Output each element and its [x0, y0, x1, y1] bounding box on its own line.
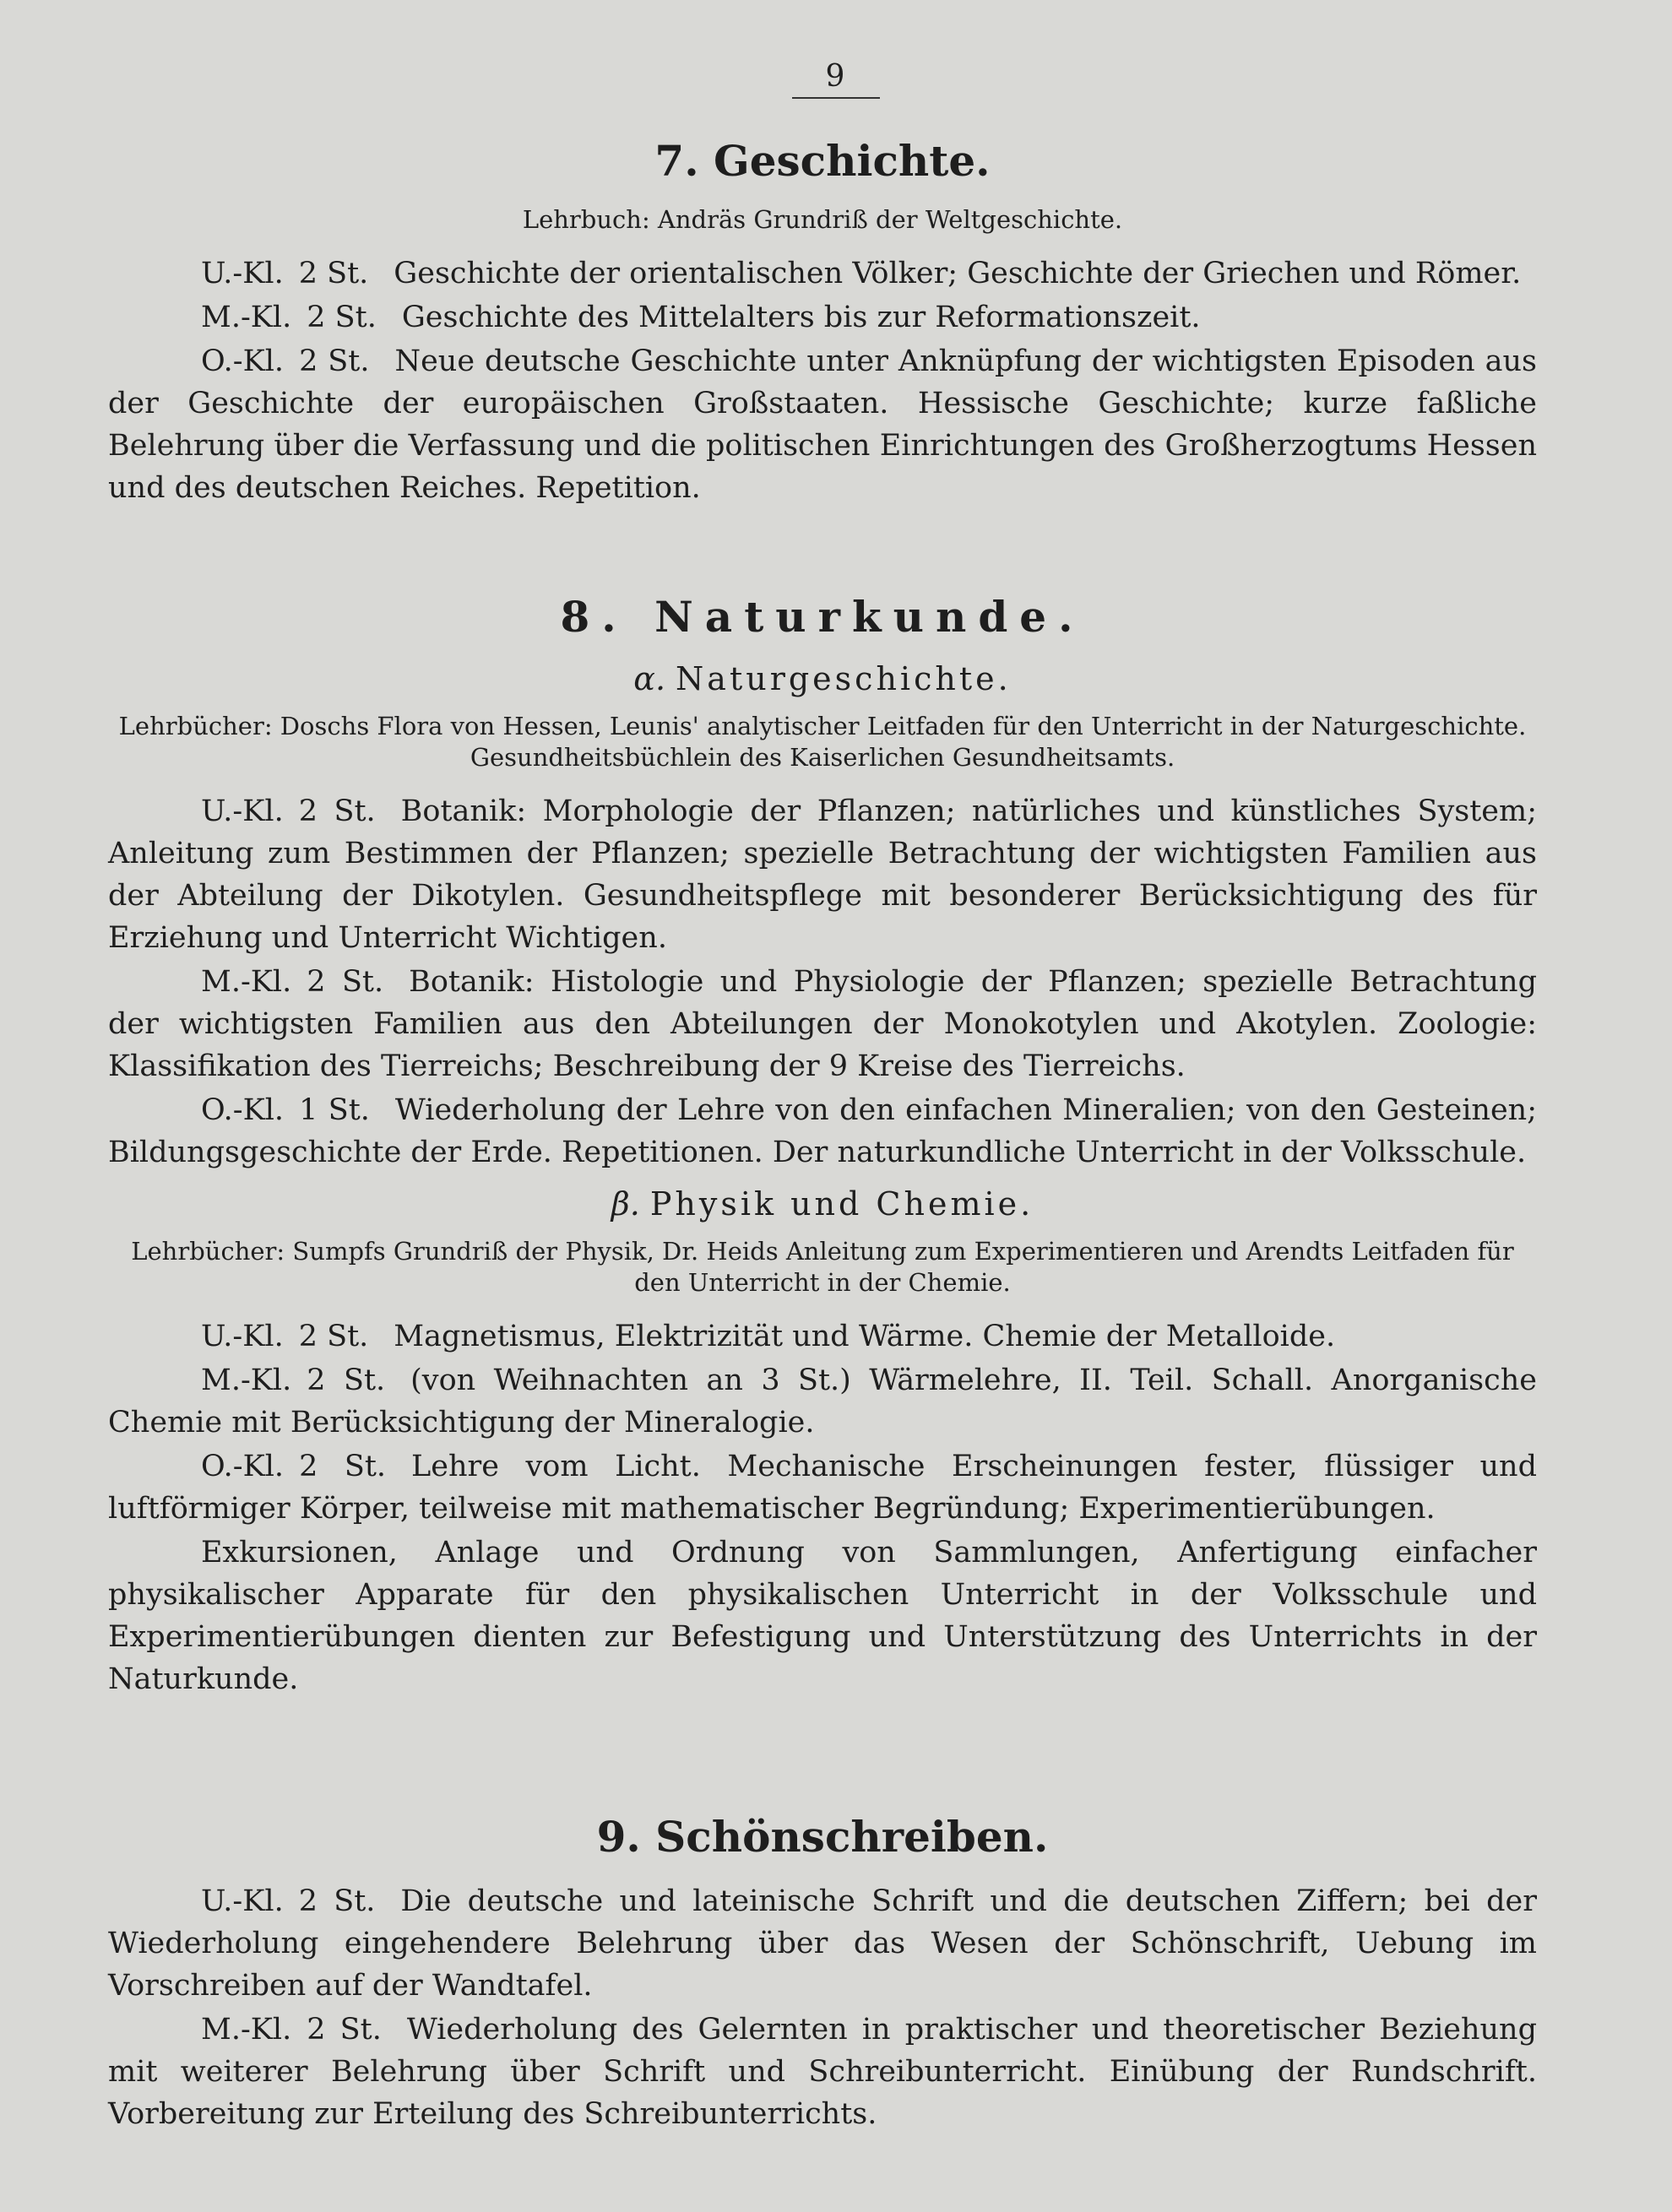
hours-label: 2 St.: [299, 1450, 387, 1483]
section-spacer: [108, 511, 1537, 592]
hours-label: 2 St.: [298, 1884, 376, 1918]
paragraph-physik-closing: Exkursionen, Anlage und Ordnung von Sammlungen, Anfertigung einfacher physikalischer Apparate für den physikalischen Unterricht in der Volksschule und Experimentierübungen dienten zur Befestigung und Unterstützung des Unterrichts in der Naturkunde.: [108, 1536, 1537, 1696]
class-label: U.-Kl.: [201, 257, 284, 290]
class-label: U.-Kl.: [201, 1884, 284, 1918]
entry-physik-u-kl: [108, 1315, 1537, 1358]
class-label: O.-Kl.: [201, 344, 285, 378]
entry-geschichte-u-kl: [108, 252, 1537, 295]
entry-text: Die deutsche und lateinische Schrift und die deutschen Ziffern; bei der Wiederholung eingehendere Belehrung über das Wesen der Schönschrift, Uebung im Vorschreiben auf der Wandtafel.: [108, 1884, 1538, 2003]
entry-schoenschreiben-u-kl: [108, 1880, 1537, 2007]
entry-text: Botanik: Histologie und Physiologie der Pflanzen; spezielle Betrachtung der wichtigsten Familien aus den Abteilungen der Monokotylen und Akotylen. Zoologie: Klassifikation des Tierreichs; Beschreibung der 9 Kreise des Tierreichs.: [108, 965, 1538, 1083]
entry-text: Botanik: Morphologie der Pflanzen; natürliches und künstliches System; Anleitung zum Bestimmen der Pflanzen; spezielle Betrachtung der wichtigsten Familien aus der Abteilung der Dikotylen. Gesundheitspflege mit besonderer Berücksichtigung des für Erziehung und Unterricht Wichtigen.: [108, 794, 1537, 955]
hours-label: 2 St.: [307, 2013, 382, 2047]
hours-label: 2 St.: [298, 1320, 369, 1353]
page-number: 9: [825, 59, 845, 94]
subsection-title-physik: [108, 1185, 1537, 1223]
entry-naturgeschichte-o-kl: [108, 1089, 1537, 1174]
entry-text: Wiederholung des Gelernten in praktischer und theoretischer Beziehung mit weiterer Belehrung über Schrift und Schreibunterricht. Einübung der Rundschrift. Vorbereitung zur Erteilung des Schreibunterrichts.: [108, 2013, 1538, 2131]
section-naturkunde: [108, 592, 1537, 1700]
hours-label: 2 St.: [307, 1364, 386, 1397]
textbook-naturgeschichte: Lehrbücher: Doschs Flora von Hessen, Leunis' analytischer Leitfaden für den Unterricht in der Naturgeschichte. Gesundheitsbüchlein des Kaiserlichen Gesundheitsamts.: [118, 712, 1527, 772]
hours-label: 2 St.: [307, 301, 377, 334]
entry-naturgeschichte-u-kl: [108, 790, 1537, 959]
subsection-spacer: [108, 1175, 1537, 1180]
page-number-rule: [792, 97, 880, 99]
subsection-marker-beta: β.: [611, 1185, 640, 1223]
entry-text: Neue deutsche Geschichte unter Anknüpfung der wichtigsten Episoden aus der Geschichte der europäischen Großstaaten. Hessische Geschichte; kurze faßliche Belehrung über die Verfassung und die politischen Einrichtungen des Großherzogtums Hessen und des deutschen Reiches. Repetition.: [108, 344, 1537, 505]
section-spacer: [108, 1702, 1537, 1812]
subsection-title-naturgeschichte: [108, 660, 1537, 697]
subsection-title-text: Naturgeschichte.: [676, 660, 1012, 697]
entry-text: Wiederholung der Lehre von den einfachen Mineralien; von den Gesteinen; Bildungsgeschichte der Erde. Repetitionen. Der naturkundliche Unterricht in der Volksschule.: [108, 1093, 1537, 1169]
section-schoenschreiben: [108, 1812, 1537, 2135]
section-title-geschichte: 7. Geschichte.: [654, 136, 991, 186]
entry-text: Geschichte der orientalischen Völker; Geschichte der Griechen und Römer.: [394, 257, 1522, 290]
class-label: O.-Kl.: [201, 1450, 285, 1483]
hours-label: 1 St.: [299, 1093, 370, 1127]
class-label: M.-Kl.: [201, 1364, 292, 1397]
hours-label: 2 St.: [298, 257, 369, 290]
entry-text: Magnetismus, Elektrizität und Wärme. Chemie der Metalloide.: [394, 1320, 1336, 1353]
entry-text: Geschichte des Mittelalters bis zur Reformationszeit.: [401, 301, 1201, 334]
entry-physik-o-kl: [108, 1445, 1537, 1530]
class-label: M.-Kl.: [201, 301, 292, 334]
textbook-physik: Lehrbücher: Sumpfs Grundriß der Physik, Dr. Heids Anleitung zum Experimentieren und Arendts Leitfaden für den Unterricht in der Chemie.: [131, 1237, 1514, 1297]
class-label: O.-Kl.: [201, 1093, 285, 1127]
hours-label: 2 St.: [298, 794, 376, 828]
section-title-naturkunde: 8. Naturkunde.: [560, 592, 1085, 642]
class-label: U.-Kl.: [201, 794, 284, 828]
class-label: M.-Kl.: [201, 965, 292, 999]
entry-geschichte-o-kl: [108, 340, 1537, 509]
hours-label: 2 St.: [299, 344, 370, 378]
entry-schoenschreiben-m-kl: [108, 2009, 1537, 2135]
entry-physik-m-kl: [108, 1359, 1537, 1444]
entry-naturgeschichte-m-kl: [108, 961, 1537, 1087]
class-label: U.-Kl.: [201, 1320, 284, 1353]
section-title-schoenschreiben: 9. Schönschreiben.: [596, 1812, 1049, 1862]
subsection-title-text: Physik und Chemie.: [649, 1185, 1034, 1223]
subsection-marker-alpha: α.: [633, 660, 666, 697]
entry-geschichte-m-kl: [108, 296, 1537, 339]
entry-text: (von Weihnachten an 3 St.) Wärmelehre, II. Teil. Schall. Anorganische Chemie mit Berücksichtigung der Mineralogie.: [108, 1364, 1538, 1439]
section-geschichte: [108, 136, 1537, 509]
class-label: M.-Kl.: [201, 2013, 292, 2047]
hours-label: 2 St.: [307, 965, 384, 999]
entry-text: Lehre vom Licht. Mechanische Erscheinungen fester, flüssiger und luftförmiger Körper, teilweise mit mathematischer Begründung; Experimentierübungen.: [108, 1450, 1537, 1526]
textbook-geschichte: Lehrbuch: Andräs Grundriß der Weltgeschichte.: [522, 205, 1123, 234]
